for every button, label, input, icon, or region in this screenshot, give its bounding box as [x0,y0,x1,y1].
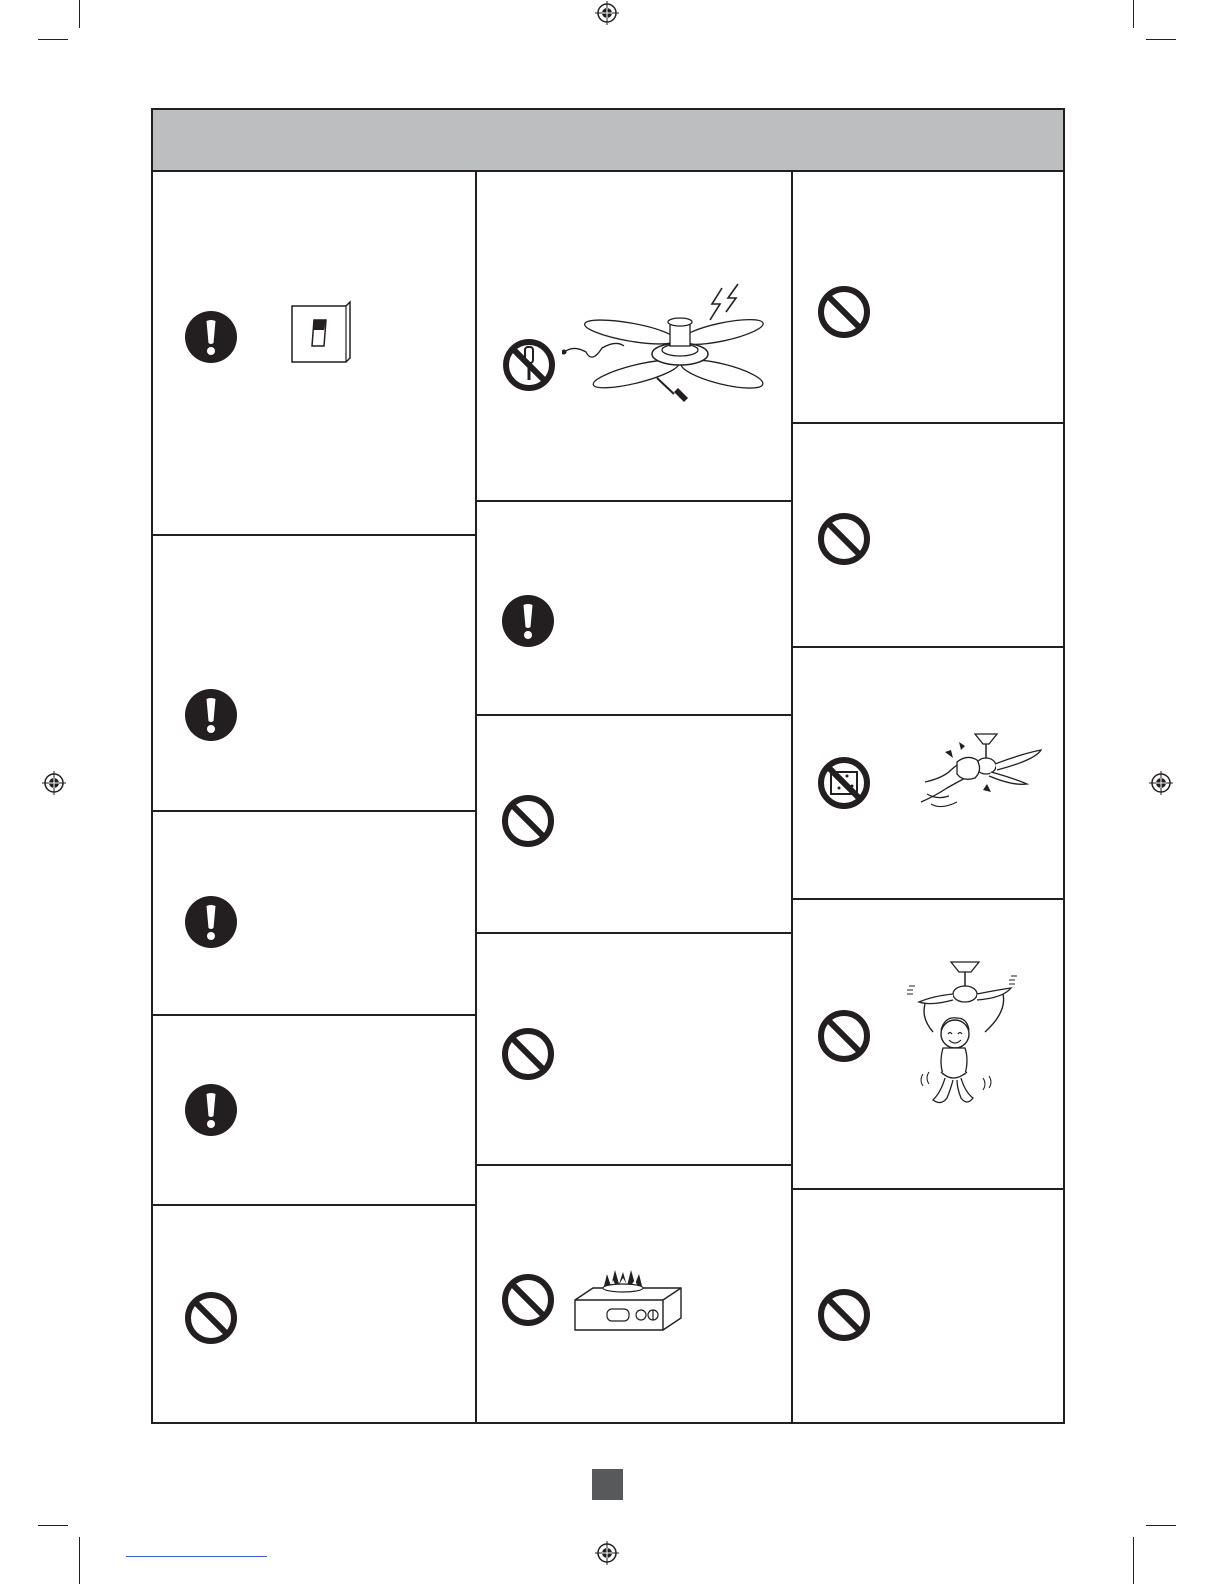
no-disassembly-icon [502,338,556,392]
registration-mark-icon [595,1541,619,1565]
prohibition-icon [501,1027,555,1081]
table-cell [153,1016,475,1206]
table-cell [153,1206,475,1422]
mandatory-exclamation-icon [184,310,238,364]
table-cell [477,716,791,934]
table-cell [793,1190,1063,1422]
table-cell [793,648,1063,900]
crop-mark [79,0,80,28]
wall-switch-illustration [290,300,354,364]
mandatory-exclamation-icon [184,1083,238,1137]
registration-mark-icon [595,1,619,25]
table-cell [153,172,475,536]
registration-mark-icon [42,771,66,795]
table-cell [477,172,791,502]
table-cell [793,172,1063,424]
table-cell [793,424,1063,648]
crop-mark [1133,0,1134,28]
water-on-fan-illustration [917,730,1045,814]
prohibition-icon [184,1291,238,1345]
mandatory-exclamation-icon [184,688,238,742]
page-number-box [592,1469,623,1500]
no-water-spray-icon [817,756,871,810]
prohibition-icon [817,285,871,339]
prohibition-icon [817,512,871,566]
mandatory-exclamation-icon [184,895,238,949]
registration-mark-icon [1149,771,1173,795]
ceiling-fan-electric-shock-illustration [562,282,772,406]
table-header [153,110,1063,172]
gas-stove-flame-illustration [573,1268,683,1334]
child-hanging-on-fan-illustration [903,960,1027,1110]
prohibition-icon [501,1273,555,1327]
crop-mark [1146,39,1176,40]
table-cell [477,934,791,1166]
prohibition-icon [501,794,555,848]
prohibition-icon [817,1009,871,1063]
table-cell [153,536,475,812]
crop-mark [38,1525,68,1526]
mandatory-exclamation-icon [501,594,555,648]
table-cell [477,1166,791,1422]
table-cell [477,502,791,716]
table-cell [153,812,475,1016]
crop-mark [38,39,68,40]
crop-mark [1146,1525,1176,1526]
crop-mark [79,1537,80,1584]
footer-link-underline [126,1556,267,1557]
table-cell [793,900,1063,1190]
crop-mark [1133,1537,1134,1584]
prohibition-icon [817,1288,871,1342]
